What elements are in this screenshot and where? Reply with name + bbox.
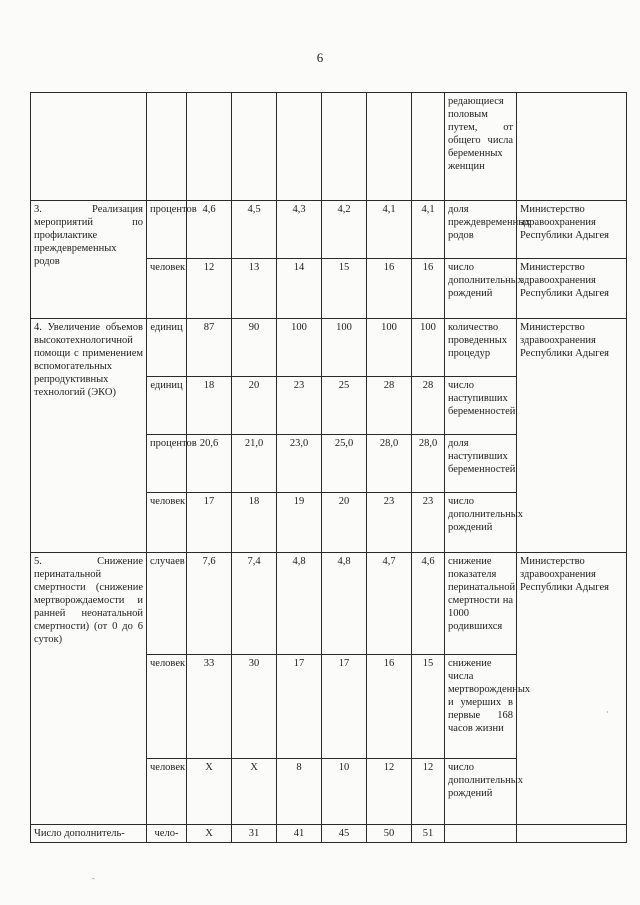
value-cell: Х	[232, 759, 277, 825]
value-cell: Х	[187, 759, 232, 825]
value-cell: 4,1	[367, 201, 412, 259]
unit-cell: человек	[147, 655, 187, 759]
value-cell: 28,0	[367, 435, 412, 493]
value-cell	[277, 93, 322, 201]
value-cell: 17	[322, 655, 367, 759]
unit-cell: человек	[147, 759, 187, 825]
indicators-table	[30, 92, 627, 843]
value-cell: 4,8	[322, 553, 367, 655]
value-cell: 4,6	[187, 201, 232, 259]
value-cell: 4,5	[232, 201, 277, 259]
table-row	[31, 553, 627, 655]
value-cell: 20	[232, 377, 277, 435]
unit-cell: человек	[147, 493, 187, 553]
value-cell: 17	[187, 493, 232, 553]
value-cell: 4,2	[322, 201, 367, 259]
indicator-cell: доля преждевременных родов	[445, 201, 517, 259]
value-cell: 13	[232, 259, 277, 319]
value-cell: 100	[367, 319, 412, 377]
responsible-cell: Министерство здравоохранения Республики Адыгея	[517, 259, 627, 319]
value-cell: 12	[412, 759, 445, 825]
measure-cell: 3. Реализация мероприятий по профилактике преждевременных родов	[31, 201, 147, 319]
value-cell: 30	[232, 655, 277, 759]
value-cell: 23	[277, 377, 322, 435]
value-cell: 28,0	[412, 435, 445, 493]
indicator-cell: число дополнительных рождений	[445, 493, 517, 553]
value-cell: 18	[232, 493, 277, 553]
value-cell: 23	[367, 493, 412, 553]
value-cell: 12	[367, 759, 412, 825]
table-row	[31, 825, 627, 843]
value-cell: 7,4	[232, 553, 277, 655]
measure-cell: 4. Увеличение объемов высокотехнологичной помощи с применением вспомогательных репродуктивных технологий (ЭКО)	[31, 319, 147, 553]
unit-cell: единиц	[147, 377, 187, 435]
value-cell: 12	[187, 259, 232, 319]
value-cell	[367, 93, 412, 201]
indicator-cell: число дополнительных рождений	[445, 259, 517, 319]
value-cell	[322, 93, 367, 201]
value-cell: 23,0	[277, 435, 322, 493]
unit-cell: человек	[147, 259, 187, 319]
value-cell: 19	[277, 493, 322, 553]
responsible-cell: Министерство здравоохранения Республики Адыгея	[517, 553, 627, 825]
value-cell: 7,6	[187, 553, 232, 655]
value-cell: 25	[322, 377, 367, 435]
value-cell: 15	[322, 259, 367, 319]
scan-mark: -	[92, 874, 95, 883]
value-cell: 16	[367, 655, 412, 759]
value-cell: 17	[277, 655, 322, 759]
responsible-cell: Министерство здравоохранения Республики Адыгея	[517, 201, 627, 259]
value-cell: 8	[277, 759, 322, 825]
value-cell	[187, 93, 232, 201]
measure-cell	[31, 93, 147, 201]
indicator-cell: число дополнительных рождений	[445, 759, 517, 825]
unit-cell: процентов	[147, 435, 187, 493]
unit-cell	[147, 93, 187, 201]
responsible-cell	[517, 93, 627, 201]
value-cell: 100	[412, 319, 445, 377]
value-cell: 51	[412, 825, 445, 843]
value-cell: 20,6	[187, 435, 232, 493]
value-cell: 21,0	[232, 435, 277, 493]
value-cell: 18	[187, 377, 232, 435]
indicator-cell: редающиеся половым путем, от общего числа беременных женщин	[445, 93, 517, 201]
table-row	[31, 319, 627, 377]
value-cell: 4,1	[412, 201, 445, 259]
value-cell: 4,3	[277, 201, 322, 259]
value-cell: 10	[322, 759, 367, 825]
value-cell: 33	[187, 655, 232, 759]
page-number: 6	[316, 50, 324, 65]
value-cell: 50	[367, 825, 412, 843]
value-cell: 23	[412, 493, 445, 553]
scan-mark: ·	[606, 708, 609, 717]
unit-cell: случаев	[147, 553, 187, 655]
value-cell: 16	[367, 259, 412, 319]
unit-cell: процентов	[147, 201, 187, 259]
table-row	[31, 93, 627, 201]
responsible-cell: Министерство здравоохранения Республики Адыгея	[517, 319, 627, 553]
value-cell	[412, 93, 445, 201]
value-cell: 15	[412, 655, 445, 759]
unit-cell: чело-	[147, 825, 187, 843]
value-cell: 87	[187, 319, 232, 377]
value-cell: 16	[412, 259, 445, 319]
value-cell: 4,7	[367, 553, 412, 655]
value-cell: 100	[322, 319, 367, 377]
indicator-cell: снижение числа мертворожденных и умерших в первые 168 часов жизни	[445, 655, 517, 759]
indicator-cell: число наступивших беременностей	[445, 377, 517, 435]
table-row	[31, 201, 627, 259]
value-cell: 4,6	[412, 553, 445, 655]
value-cell: 14	[277, 259, 322, 319]
indicator-cell: снижение показателя перинатальной смертности на 1000 родившихся	[445, 553, 517, 655]
value-cell: 25,0	[322, 435, 367, 493]
value-cell: 100	[277, 319, 322, 377]
value-cell: Х	[187, 825, 232, 843]
indicator-cell: количество проведенных процедур	[445, 319, 517, 377]
value-cell: 90	[232, 319, 277, 377]
value-cell: 41	[277, 825, 322, 843]
responsible-cell	[517, 825, 627, 843]
value-cell: 45	[322, 825, 367, 843]
indicator-cell: доля наступивших беременностей	[445, 435, 517, 493]
unit-cell: единиц	[147, 319, 187, 377]
value-cell: 28	[367, 377, 412, 435]
value-cell: 4,8	[277, 553, 322, 655]
indicator-cell	[445, 825, 517, 843]
measure-cell: Число дополнитель-	[31, 825, 147, 843]
measure-cell: 5. Снижение перинатальной смертности (снижение мертворождаемости и ранней неонатальной смертности) (от 0 до 6 суток)	[31, 553, 147, 825]
value-cell	[232, 93, 277, 201]
value-cell: 31	[232, 825, 277, 843]
value-cell: 28	[412, 377, 445, 435]
value-cell: 20	[322, 493, 367, 553]
